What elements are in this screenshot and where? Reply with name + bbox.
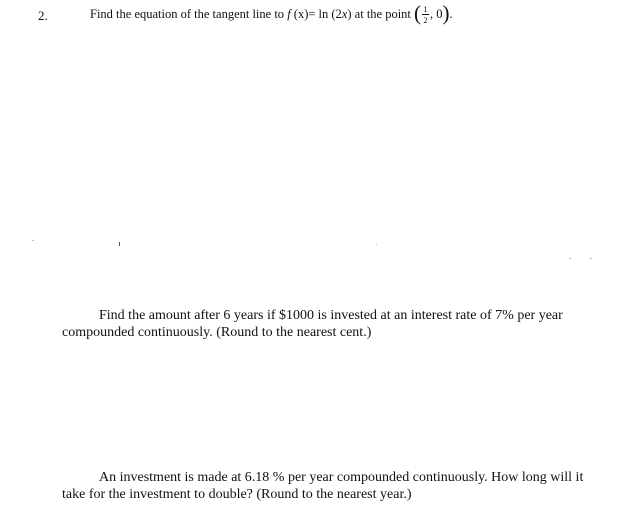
function-close-paren: ) xyxy=(347,7,352,21)
scan-speck xyxy=(376,244,377,245)
question-line-1: An investment is made at 6.18 % per year compounded continuously. How long will it xyxy=(99,470,584,485)
question-period: . xyxy=(449,7,453,21)
problem-number: 2. xyxy=(38,8,48,23)
point-label: at the point xyxy=(354,7,411,21)
scan-speck xyxy=(590,258,592,259)
function-definition: = ln (2 xyxy=(308,7,342,21)
function-argument: (x) xyxy=(293,7,309,21)
close-paren: ) xyxy=(442,1,450,25)
tangent-line-question xyxy=(90,1,453,25)
question-line-2: take for the investment to double? (Round to the nearest year.) xyxy=(62,487,412,502)
scan-speck xyxy=(569,258,571,259)
scan-speck xyxy=(119,242,120,246)
compound-interest-question xyxy=(62,307,563,341)
question-line-2: compounded continuously. (Round to the nearest cent.) xyxy=(62,325,372,340)
function-variable: x xyxy=(341,7,348,21)
doubling-time-question xyxy=(62,469,583,503)
question-line-1: Find the amount after 6 years if $1000 is invested at an interest rate of 7% per year xyxy=(99,308,563,323)
fraction-denominator: 2 xyxy=(423,15,428,25)
point-y: , 0 xyxy=(430,7,443,21)
function-name: f xyxy=(287,7,291,21)
point-x-fraction xyxy=(422,5,429,25)
scan-speck xyxy=(32,240,34,241)
question-text: Find the equation of the tangent line to xyxy=(90,7,285,21)
open-paren: ( xyxy=(414,1,422,25)
fraction-numerator: 1 xyxy=(423,3,428,14)
